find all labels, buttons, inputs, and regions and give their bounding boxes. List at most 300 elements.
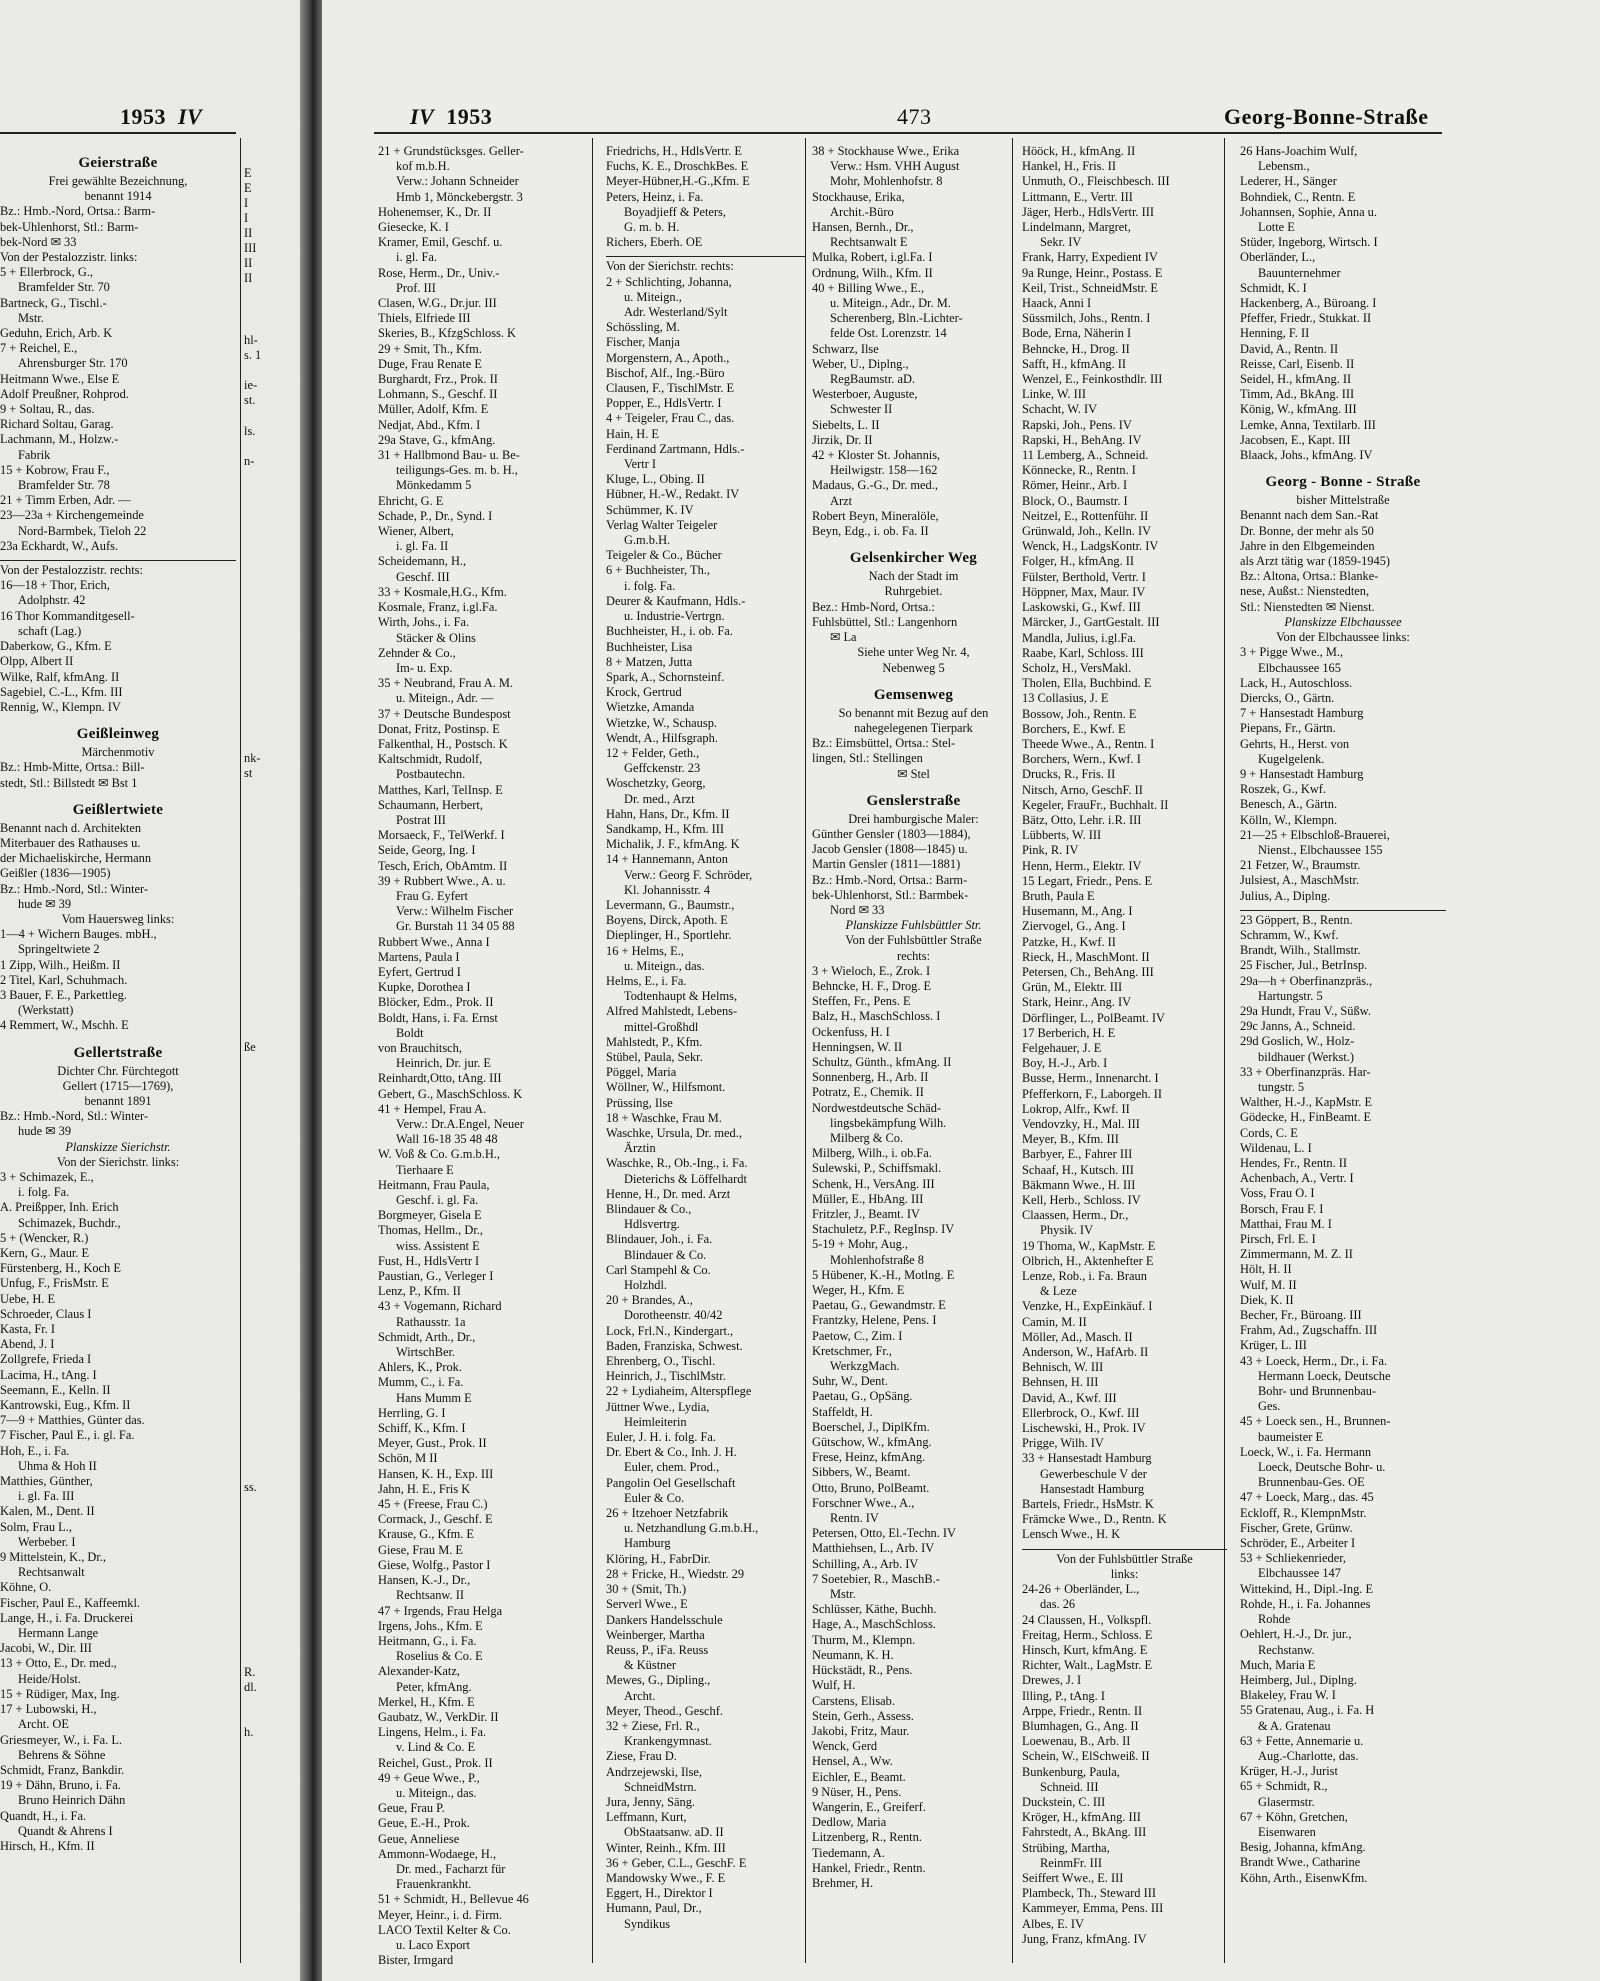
directory-line: mittel-Großhdl [624,1019,699,1034]
directory-line: Vertr I [624,457,656,472]
directory-line: 41 + Hempel, Frau A. [378,1101,487,1116]
directory-line: Wildenau, L. I [1240,1140,1312,1155]
directory-line: Stäcker & Olins [396,630,476,645]
directory-line: Blöcker, Edm., Prok. II [378,995,494,1010]
directory-line: Von der Pestalozzistr. rechts: [0,563,143,578]
directory-line: & A. Gratenau [1258,1718,1331,1733]
directory-line: 8 + Matzen, Jutta [606,654,693,669]
directory-line: 29a—h + Oberfinanzpräs., [1240,973,1373,988]
directory-line: 33 + Oberfinanzpräs. Har- [1240,1064,1371,1079]
directory-line: Mulka, Robert, i.gl.Fa. I [812,250,933,265]
directory-line: 5 + Ellerbrock, G., [0,265,94,280]
directory-line: Stüder, Ingeborg, Wirtsch. I [1240,235,1378,250]
directory-line: Im- u. Exp. [396,660,453,675]
margin-fragment: s. 1 [244,348,262,362]
directory-line: Jura, Jenny, Säng. [606,1794,696,1809]
directory-line: Brehmer, H. [812,1875,874,1890]
directory-line: A. Preißpper, Inh. Erich [0,1200,119,1215]
directory-line: W. Voß & Co. G.m.b.H., [378,1147,500,1162]
directory-line: Elbchaussee 147 [1258,1566,1341,1581]
directory-line: Krock, Gertrud [606,685,682,700]
directory-line: Ammonn-Wodaege, H., [378,1846,497,1861]
directory-line: Sibbers, W., Beamt. [812,1465,911,1480]
directory-line: Lock, Frl.N., Kindergart., [606,1323,734,1338]
directory-line: Vendovzky, H., Mal. III [1022,1117,1140,1131]
directory-line: Klöring, H., FabrDir. [606,1551,711,1566]
directory-line: Laskowski, G., Kwf. III [1022,600,1141,615]
directory-line: Litzenberg, R., Rentn. [812,1830,922,1845]
directory-line: Grün, M., Elektr. III [1022,980,1123,995]
directory-line: Schade, P., Dr., Synd. I [378,508,493,523]
directory-line: Diek, K. II [1240,1292,1294,1307]
directory-line: Clasen, W.G., Dr.jur. III [378,296,497,311]
directory-line: Süssmilch, Johs., Rentn. I [1022,311,1151,326]
directory-line: Dieterichs & Löffelhardt [624,1171,747,1186]
directory-line: 51 + Schmidt, H., Bellevue 46 [378,1892,529,1907]
directory-column-4 [1022,144,1227,1947]
directory-line: Lachmann, M., Holzw.- [0,432,119,447]
directory-line: Wietzke, Amanda [606,700,695,715]
directory-line: 13 Collasius, J. E [1022,691,1109,706]
directory-line: Fust, H., HdlsVertr I [378,1253,480,1268]
directory-line: Hoh, E., i. Fa. [0,1443,70,1458]
directory-line: Claassen, Herm., Dr., [1022,1208,1129,1223]
page-number: 473 [897,104,932,129]
directory-line: Boyadjieff & Peters, [624,204,726,219]
directory-line: 21—25 + Elbschloß-Brauerei, [1240,827,1390,842]
directory-line: Friedrichs, H., HdlsVertr. E [606,144,742,158]
directory-line: Lingens, Helm., i. Fa. [378,1725,487,1740]
directory-line: Geue, Frau P. [378,1801,445,1816]
directory-line: Dörflinger, L., PolBeamt. IV [1022,1010,1166,1025]
directory-line: Nord ✉ 33 [830,902,885,917]
directory-line: Drucks, R., Fris. II [1022,767,1116,782]
directory-line: Weger, H., Kfm. E [812,1283,905,1298]
directory-line: Milberg & Co. [830,1130,904,1145]
directory-line: Rohde [1258,1612,1291,1627]
directory-line: 31 + Hallbmond Bau- u. Be- [378,448,520,463]
directory-line: schaft (Lag.) [18,623,82,638]
directory-line: Frese, Heinz, kfmAng. [812,1450,926,1465]
directory-line: Lack, H., Autoschloss. [1240,675,1353,690]
directory-line: Scholz, H., VersMakl. [1022,660,1132,675]
directory-line: i. gl. Fa. II [396,539,449,554]
directory-line: 21 + Timm Erben, Adr. — [0,493,131,508]
directory-line: Rohde, H., i. Fa. Johannes [1240,1596,1371,1611]
directory-line: 16—18 + Thor, Erich, [0,578,110,593]
directory-line: 3 + Schimazek, E., [0,1169,94,1184]
directory-line: Sandkamp, H., Kfm. III [606,821,725,836]
directory-line: Tiedemann, A. [812,1845,885,1860]
directory-line: Hmb 1, Mönckebergstr. 3 [396,189,523,204]
directory-line: Mumm, C., i. Fa. [378,1375,464,1390]
directory-line: Jakobi, Fritz, Maur. [812,1723,910,1738]
directory-line: Fahrstedt, A., BkAng. III [1022,1825,1147,1840]
directory-line: Daberkow, G., Kfm. E [0,639,112,654]
street-heading: Geierstraße [78,155,158,171]
directory-line: teiligungs-Ges. m. b. H., [396,463,518,478]
directory-line: Paetow, C., Zim. I [812,1328,903,1343]
directory-line: Jahre in den Elbgemeinden [1240,538,1375,553]
directory-line: Blaack, Johs., kfmAng. IV [1240,448,1373,463]
directory-line: Verw.: Hsm. VHH August [830,159,960,174]
directory-line: als Arzt tätig war (1859-1945) [1240,554,1391,569]
directory-line: Becher, Fr., Büroang. III [1240,1308,1362,1323]
directory-line: Buchheister, H., i. ob. Fa. [606,624,733,639]
directory-line: Matthai, Frau M. I [1240,1216,1332,1231]
directory-line: benannt 1914 [84,189,152,204]
directory-line: Adolf Preußner, Rohprod. [0,386,129,401]
directory-line: Adolphstr. 42 [18,593,86,608]
directory-line: Fischer, Manja [606,335,680,350]
directory-line: Siebelts, L. II [812,417,880,432]
directory-line: Wirth, Johs., i. Fa. [378,615,470,630]
directory-line: David, A., Kwf. III [1022,1390,1117,1405]
directory-line: 29c Janns, A., Schneid. [1240,1019,1356,1034]
directory-line: Lensch Wwe., H. K [1022,1527,1121,1542]
directory-line: Loeck, W., i. Fa. Hermann [1240,1444,1372,1459]
directory-line: hude ✉ 39 [18,1124,72,1139]
directory-line: Albes, E. IV [1022,1916,1084,1931]
directory-line: Boyens, Dirck, Apoth. E [606,913,728,928]
directory-line: Blindauer & Co. [624,1247,707,1262]
directory-line: ✉ La [830,630,857,645]
directory-line: 21 Fetzer, W., Braumstr. [1240,858,1361,873]
directory-line: Boerschel, J., DiplKfm. [812,1419,930,1434]
directory-line: Främcke Wwe., D., Rentn. K [1022,1512,1167,1527]
directory-line: Benannt nach dem San.-Rat [1240,508,1379,523]
directory-line: Lebensm., [1258,159,1310,174]
directory-line: Frauenkrankht. [396,1877,472,1892]
directory-line: Bez.: Hmb-Nord, Ortsa.: [812,599,935,614]
directory-line: Kell, Herb., Schloss. IV [1022,1193,1141,1208]
directory-line: Kugelgelenk. [1258,751,1325,766]
directory-line: Physik. IV [1040,1223,1094,1238]
column-rule-1 [592,138,593,1963]
directory-line: hude ✉ 39 [18,896,72,911]
directory-line: Krüger, H.-J., Jurist [1240,1764,1338,1779]
directory-line: Dankers Handelsschule [606,1612,723,1627]
directory-line: Stockhause, Erika, [812,189,905,204]
directory-line: Köhne, O. [0,1580,52,1595]
directory-line: 19 + Dähn, Bruno, i. Fa. [0,1778,121,1793]
directory-line: Bz.: Hmb-Mitte, Ortsa.: Bill- [0,760,145,775]
directory-line: bek-Uhlenhorst, Stl.: Barmbek- [812,887,969,902]
directory-line: 45 + Loeck sen., H., Brunnen- [1240,1414,1391,1429]
directory-line: 3 + Wieloch, E., Zrok. I [812,963,931,978]
directory-line: u. Netzhandlung G.m.b.H., [624,1521,759,1536]
directory-line: Archit.-Büro [830,204,894,219]
directory-line: Verw.: Wilhelm Fischer [396,904,514,919]
directory-line: Boldt [396,1025,424,1040]
directory-line: Mstr. [18,310,44,325]
directory-line: (Werkstatt) [18,1003,74,1018]
directory-line: Achenbach, A., Vertr. I [1240,1171,1354,1186]
margin-fragment: h. [244,1725,254,1739]
directory-line: Blindauer & Co., [606,1202,692,1217]
directory-line: ReinmFr. III [1040,1855,1102,1870]
directory-line: Seidel, H., kfmAng. II [1240,372,1352,387]
margin-fragment: II [244,256,253,270]
directory-line: Keil, Trist., SchneidMstr. E [1022,280,1158,295]
directory-line: Schaumann, Herbert, [378,797,483,812]
directory-line: König, W., kfmAng. III [1240,402,1357,417]
directory-line: 40 + Billing Wwe., E., [812,280,925,295]
directory-line: Mohr, Mohlenhofstr. 8 [830,174,943,189]
directory-line: 17 + Lubowski, H., [0,1702,97,1717]
directory-line: Olbrich, H., Aktenhefter E [1022,1253,1154,1268]
directory-line: Seiffert Wwe., E. III [1022,1870,1124,1885]
directory-line: Alfred Mahlstedt, Lebens- [606,1004,738,1019]
directory-line: Blumhagen, G., Ang. II [1022,1718,1139,1733]
directory-line: Postbautechn. [396,767,466,782]
directory-line: Wittekind, H., Dipl.-Ing. E [1240,1581,1374,1596]
directory-line: Rechtsanw. II [396,1588,465,1603]
directory-line: Heimberg, Jul., Diplng. [1240,1672,1357,1687]
directory-line: Wiener, Albert, [378,524,454,539]
margin-fragment: st. [244,393,256,407]
directory-line: 43 + Loeck, Herm., Dr., i. Fa. [1240,1353,1388,1368]
directory-line: 19 Thoma, W., KapMstr. E [1022,1238,1156,1253]
directory-line: Vom Hauersweg links: [61,911,175,926]
directory-line: Kern, G., Maur. E [0,1246,90,1260]
directory-line: Schein, W., ElSchweiß. II [1022,1749,1150,1764]
directory-line: Reichel, Gust., Prok. II [378,1755,493,1770]
directory-line: Lübberts, W. III [1022,828,1102,843]
directory-line: bek-Uhlenhorst, Stl.: Barm- [0,219,139,234]
directory-line: 43 + Vogemann, Richard [378,1299,502,1314]
directory-line: 15 + Rüdiger, Max, Ing. [0,1686,120,1701]
directory-line: Ordnung, Wilh., Kfm. II [812,265,933,280]
directory-line: Hübner, H.-W., Redakt. IV [606,487,740,502]
directory-line: Bz.: Hmb.-Nord, Ortsa.: Barm- [0,204,156,219]
directory-line: Jahn, H. E., Fris K [378,1481,471,1496]
directory-line: Schümmer, K. IV [606,502,694,517]
directory-line: Scherenberg, Bln.-Lichter- [830,311,963,326]
directory-line: Michalik, J. F., kfmAng. K [606,837,740,852]
right-header-rule [374,132,1442,134]
directory-line: Deurer & Kaufmann, Hdls.- [606,593,746,608]
directory-line: Zollgrefe, Frieda I [0,1352,92,1367]
directory-line: Hage, A., MaschSchloss. [812,1617,936,1632]
directory-line: Lohmann, S., Geschf. II [378,387,498,402]
directory-line: Staffeldt, H. [812,1404,873,1419]
directory-line: Weber, U., Diplng., [812,356,909,371]
directory-line: Tholen, Ella, Buchbind. E [1022,676,1152,691]
directory-line: Bossow, Joh., Rentn. E [1022,706,1137,721]
directory-line: 29d Goslich, W., Holz- [1240,1034,1355,1049]
directory-line: Wöllner, W., Hilfsmont. [606,1080,726,1095]
directory-line: 9 + Hansestadt Hamburg [1240,766,1364,781]
directory-line: 3 + Pigge Wwe., M., [1240,645,1344,660]
directory-line: Rechstanw. [1258,1642,1315,1657]
directory-line: Bartels, Friedr., HsMstr. K [1022,1497,1154,1512]
directory-line: Schultz, Günth., kfmAng. II [812,1054,952,1069]
directory-line: Jacob Gensler (1808—1845) u. [812,842,968,857]
directory-line: Andrzejewski, Ilse, [606,1764,702,1779]
directory-line: Roselius & Co. E [396,1649,483,1664]
directory-line: u. Miteign., [624,289,682,304]
directory-line: Heitmann, Frau Paula, [378,1177,490,1192]
directory-line: Hölt, H. II [1240,1262,1292,1277]
directory-line: Eggert, H., Direktor I [606,1886,713,1901]
directory-line: Ruhrgebiet. [884,584,943,599]
directory-line: Bode, Erna, Näherin I [1022,326,1132,341]
directory-line: Ges. [1258,1399,1281,1414]
running-street-title: Georg-Bonne-Straße [1224,104,1429,129]
directory-line: Reuss, P., iFa. Reuss [606,1642,709,1657]
directory-line: Voss, Frau O. I [1240,1186,1315,1201]
directory-line: Wenck, Gerd [812,1739,878,1754]
directory-line: Schilling, A., Arb. IV [812,1556,919,1571]
directory-line: 7—9 + Matthies, Günter das. [0,1413,145,1428]
directory-line: 9a Runge, Heinr., Postass. E [1022,265,1163,280]
directory-line: 53 + Schliekenrieder, [1240,1551,1346,1566]
directory-line: lingen, Stl.: Stellingen [812,751,923,766]
directory-line: Gr. Burstah 11 34 05 88 [396,919,515,934]
directory-line: Fabrik [18,447,51,462]
directory-line: Unfug, F., FrisMstr. E [0,1276,109,1291]
directory-line: Rechtsanwalt [18,1565,85,1580]
directory-line: 29a Stave, G., kfmAng. [378,432,496,447]
directory-line: Ehrenberg, O., Tischl. [606,1354,716,1369]
directory-line: Euler, chem. Prod., [624,1460,720,1475]
directory-line: Teigeler & Co., Bücher [606,548,722,563]
directory-line: Hinsch, Kurt, kfmAng. E [1022,1642,1148,1657]
directory-line: WerkzgMach. [830,1359,900,1374]
directory-line: bek-Nord ✉ 33 [0,234,77,249]
directory-line: Bruno Heinrich Dähn [18,1793,126,1808]
directory-line: Adr. Westerland/Sylt [624,305,728,320]
directory-line: Bunkenburg, Paula, [1022,1764,1120,1779]
directory-line: Benesch, A., Gärtn. [1240,797,1338,812]
directory-line: 1—4 + Wichern Bauges. mbH., [0,927,157,942]
directory-line: Busse, Herm., Innenarcht. I [1022,1071,1159,1086]
directory-line: Eckloff, R., KlempnMstr. [1240,1505,1367,1520]
directory-line: Frantzky, Helene, Pens. I [812,1313,937,1328]
directory-line: Camin, M. II [1022,1314,1087,1329]
directory-line: Sagebiel, C.-L., Kfm. III [0,684,123,699]
plan-note: Planskizze Elbchaussee [1284,614,1402,629]
directory-line: links: [1110,1566,1139,1581]
directory-line: Heide/Holst. [18,1671,81,1686]
directory-line: Meyer, B., Kfm. III [1022,1132,1119,1147]
directory-line: Hans Mumm E [396,1390,472,1405]
directory-line: Henn, Herm., Elektr. IV [1022,858,1142,873]
directory-line: 65 + Schmidt, R., [1240,1779,1328,1794]
directory-line: Matthes, Karl, TelInsp. E [378,782,503,797]
directory-line: Kantrowski, Eug., Kfm. II [0,1398,131,1413]
directory-line: Behncke, H., Drog. II [1022,341,1130,356]
directory-line: Schwester II [830,402,893,417]
directory-line: Waschke, Ursula, Dr. med., [606,1126,742,1140]
directory-line: kof m.b.H. [396,159,450,174]
directory-line: Gehrts, H., Herst. von [1240,736,1350,751]
directory-line: felde Ost. Lorenzstr. 14 [830,326,947,341]
directory-line: Pirsch, Frl. E. I [1240,1232,1316,1247]
directory-line: Prigge, Wilh. IV [1022,1436,1104,1451]
directory-line: 26 + Itzehoer Netzfabrik [606,1506,729,1521]
directory-line: Lokrop, Alfr., Kwf. II [1022,1101,1130,1116]
directory-line: Kl. Johannisstr. 4 [624,882,711,897]
directory-line: Tesch, Erich, ObAmtm. II [378,858,508,873]
directory-line: Madaus, G.-G., Dr. med., [812,478,938,493]
directory-line: Verlag Walter Teigeler [606,517,718,532]
directory-line: 4 + Teigeler, Frau C., das. [606,411,735,426]
directory-line: Fuhlsbüttel, Stl.: Langenhorn [812,614,958,629]
directory-line: Clausen, F., TischlMstr. E [606,381,735,396]
directory-line: Heinrich, J., TischlMstr. [606,1369,726,1384]
directory-line: Zimmermann, M. Z. II [1240,1247,1353,1262]
directory-line: Märchenmotiv [81,745,155,760]
directory-line: Gödecke, H., FinBeamt. E [1240,1110,1372,1125]
directory-line: Lenze, Rob., i. Fa. Braun [1022,1269,1147,1284]
directory-line: Pangolin Oel Gesellschaft [606,1475,736,1490]
directory-line: Dr. med., Arzt [624,791,695,806]
directory-line: Bohndiek, C., Rentn. E [1240,189,1356,204]
directory-line: Hansen, Bernh., Dr., [812,220,914,235]
directory-line: Kretschmer, Fr., [812,1343,893,1358]
directory-line: Stein, Gerh., Assess. [812,1708,914,1723]
directory-line: Behnisch, W. III [1022,1360,1104,1375]
directory-line: Carl Stampehl & Co. [606,1262,711,1277]
directory-line: Kluge, L., Obing. II [606,472,705,487]
directory-line: Uebe, H. E [0,1291,56,1306]
directory-line: Fürstenberg, H., Koch E [0,1261,121,1276]
directory-line: Pfefferkorn, F., Laborgeh. II [1022,1086,1162,1101]
column-rule-2 [805,138,806,1963]
margin-fragment: hl- [244,333,258,347]
directory-line: Merkel, H., Kfm. E [378,1694,475,1709]
directory-line: das. 26 [1040,1597,1076,1612]
directory-line: Hirsch, H., Kfm. II [0,1838,95,1853]
street-heading: Geißleinweg [76,726,160,743]
directory-line: Much, Maria E [1240,1657,1316,1672]
directory-line: Blakeley, Frau W. I [1240,1688,1336,1703]
directory-line: Schwarz, Ilse [812,341,879,356]
directory-line: Rapski, H., BehAng. IV [1022,432,1142,447]
directory-line: lingsbekämpfung Wilh. [830,1115,947,1130]
left-page-header [120,104,202,130]
directory-line: Arppe, Friedr., Rentn. II [1022,1703,1143,1718]
directory-line: Ockenfuss, H. I [812,1024,890,1039]
directory-line: Krankengymnast. [624,1734,712,1749]
directory-line: 18 + Waschke, Frau M. [606,1110,722,1125]
directory-line: David, A., Rentn. II [1240,341,1339,356]
directory-line: Ärztin [624,1141,656,1156]
directory-line: Sulewski, P., Schiffsmakl. [812,1161,942,1176]
directory-line: Freitag, Herm., Schloss. E [1022,1627,1153,1642]
directory-line: Jacobi, W., Dir. III [0,1641,92,1656]
directory-line: Ziese, Frau D. [606,1749,677,1764]
directory-line: 25 Fischer, Jul., BetrInsp. [1240,958,1368,973]
directory-line: bildhauer (Werkst.) [1258,1049,1355,1064]
directory-line: Heinrich, Dr. jur. E [396,1056,491,1071]
plan-note: Planskizze Fuhlsbüttler Str. [845,918,982,933]
directory-line: Werbeber. I [18,1534,76,1549]
directory-line: Heilwigstr. 158—162 [830,463,938,478]
directory-line: 23a Eckhardt, W., Aufs. [0,538,119,553]
directory-line: Siehe unter Weg Nr. 4, [857,645,970,660]
directory-column-1 [378,144,585,1968]
directory-line: Jung, Franz, kfmAng. IV [1022,1931,1147,1946]
directory-line: Henningsen, W. II [812,1039,903,1054]
directory-line: Kramer, Emil, Geschf. u. [378,235,503,250]
directory-line: Walther, H.-J., KapMstr. E [1240,1095,1373,1110]
directory-line: Kasta, Fr. I [0,1322,56,1337]
directory-line: Seemann, E., Kelln. II [0,1382,111,1397]
directory-line: Verw.: Georg F. Schröder, [624,867,753,882]
